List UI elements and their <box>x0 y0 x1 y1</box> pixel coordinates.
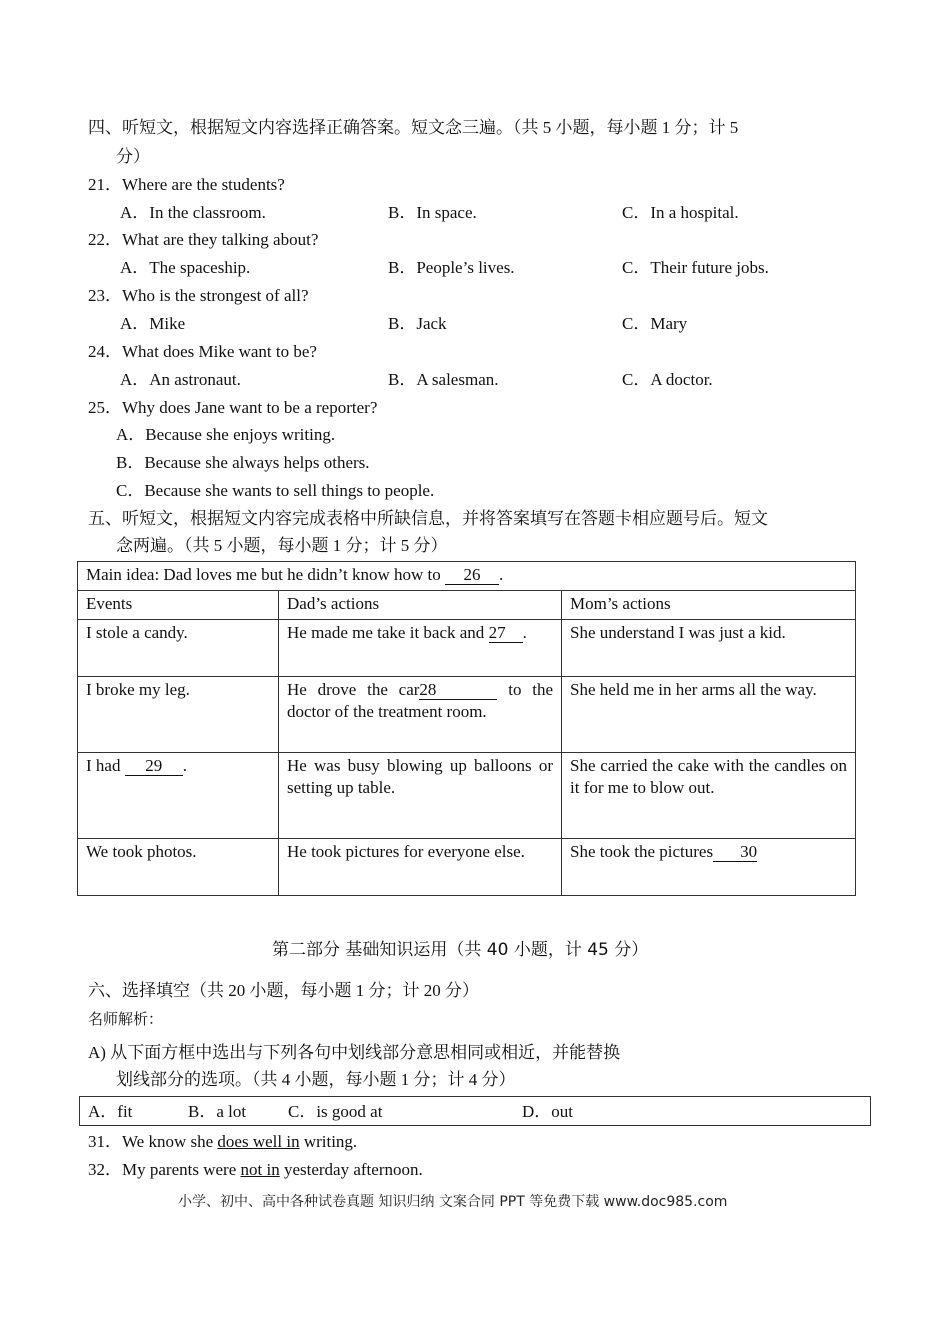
question-32 <box>88 1159 423 1181</box>
part-a-instruction-line1: A) 从下面方框中选出与下列各句中划线部分意思相同或相近，并能替换 <box>88 1043 621 1062</box>
main-idea-period: . <box>499 565 504 584</box>
q24-option-c: C．A doctor. <box>622 370 713 389</box>
row3-mom: She carried the cake with the candles on it for me to blow out. <box>562 753 856 839</box>
blank-30[interactable]: 30 <box>713 843 757 862</box>
q31-text-post: writing. <box>303 1132 358 1151</box>
q31-underlined: does well in <box>217 1132 300 1151</box>
row3-event-cell <box>78 753 279 839</box>
blank-28[interactable]: 28 <box>419 681 497 700</box>
row1-dad-text: He made me take it back and <box>287 623 485 642</box>
row4-mom-cell <box>562 839 856 896</box>
q32-text-pre: 32．My parents were <box>88 1160 237 1179</box>
row2-dad-cell <box>279 677 562 753</box>
row1-dad-period: . <box>522 623 527 642</box>
q22-option-c: C．Their future jobs. <box>622 258 769 277</box>
section5-heading-line2: 念两遍。（共 5 小题，每小题 1 分；计 5 分） <box>116 536 448 555</box>
row3-event-text: I had <box>86 756 121 775</box>
blank-26[interactable]: 26 <box>445 566 499 585</box>
q22-option-b: B．People’s lives. <box>388 258 515 277</box>
row4-dad: He took pictures for everyone else. <box>279 839 562 896</box>
box-option-c: C．is good at <box>288 1102 383 1121</box>
q25-option-a: A．Because she enjoys writing. <box>116 425 336 444</box>
q32-underlined: not in <box>240 1160 280 1179</box>
q23-option-b: B．Jack <box>388 314 447 333</box>
row4-mom-text: She took the pictures <box>570 842 714 861</box>
q32-text-post: yesterday afternoon. <box>283 1160 423 1179</box>
row1-event: I stole a candy. <box>78 620 279 677</box>
q21-option-c: C．In a hospital. <box>622 203 739 222</box>
question-23: 23．Who is the strongest of all? <box>88 286 309 305</box>
q24-option-b: B．A salesman. <box>388 370 499 389</box>
q25-option-c: C．Because she wants to sell things to people. <box>116 481 435 500</box>
row2-event: I broke my leg. <box>78 677 279 753</box>
question-21: 21．Where are the students? <box>88 175 285 194</box>
question-25: 25．Why does Jane want to be a reporter? <box>88 398 378 417</box>
row2-dad-text-pre: He drove the car <box>287 680 420 699</box>
section4-heading-line2: 分） <box>116 147 150 166</box>
q21-option-b: B．In space. <box>388 203 477 222</box>
teacher-note: 名师解析： <box>88 1012 164 1028</box>
page-footer: 小学、初中、高中各种试卷真题 知识归纳 文案合同 PPT 等免费下载 www.doc985.com <box>178 1194 728 1210</box>
main-idea-cell <box>78 562 856 591</box>
question-24: 24．What does Mike want to be? <box>88 342 317 361</box>
row1-mom: She understand I was just a kid. <box>562 620 856 677</box>
row2-mom: She held me in her arms all the way. <box>562 677 856 753</box>
q31-text-pre: 31．We know she <box>88 1132 214 1151</box>
header-moms-actions: Mom’s actions <box>562 591 856 620</box>
main-idea-text: Main idea: Dad loves me but he didn’t know how to <box>86 565 441 584</box>
section4-heading-line1: 四、听短文，根据短文内容选择正确答案。短文念三遍。（共 5 小题，每小题 1 分；计 5 <box>88 118 739 137</box>
part-a-instruction-line2: 划线部分的选项。（共 4 小题，每小题 1 分；计 4 分） <box>116 1070 516 1089</box>
q23-option-a: A．Mike <box>120 314 186 333</box>
section6-heading: 六、选择填空（共 20 小题，每小题 1 分；计 20 分） <box>88 981 479 1000</box>
box-option-a: A．fit <box>88 1102 133 1121</box>
question-31 <box>88 1131 357 1153</box>
blank-27[interactable]: 27 <box>489 624 523 643</box>
blank-29[interactable]: 29 <box>125 757 183 776</box>
box-option-b: B．a lot <box>188 1102 247 1121</box>
row3-dad: He was busy blowing up balloons or setting up table. <box>279 753 562 839</box>
section5-heading-line1: 五、听短文，根据短文内容完成表格中所缺信息，并将答案填写在答题卡相应题号后。短文 <box>88 509 768 528</box>
row3-event-period: . <box>182 756 187 775</box>
header-events: Events <box>78 591 279 620</box>
question-22: 22．What are they talking about? <box>88 230 319 249</box>
row4-event: We took photos. <box>78 839 279 896</box>
q24-option-a: A．An astronaut. <box>120 370 241 389</box>
q22-option-a: A．The spaceship. <box>120 258 251 277</box>
q21-option-a: A．In the classroom. <box>120 203 266 222</box>
header-dads-actions: Dad’s actions <box>279 591 562 620</box>
row2-dad-text-post: to the doctor of the treatment room. <box>287 680 553 721</box>
q23-option-c: C．Mary <box>622 314 688 333</box>
box-option-d: D．out <box>522 1102 573 1121</box>
q25-option-b: B．Because she always helps others. <box>116 453 370 472</box>
row1-dad-cell <box>279 620 562 677</box>
answer-table <box>77 561 856 896</box>
part2-title: 第二部分 基础知识运用（共 40 小题，计 45 分） <box>272 940 649 960</box>
